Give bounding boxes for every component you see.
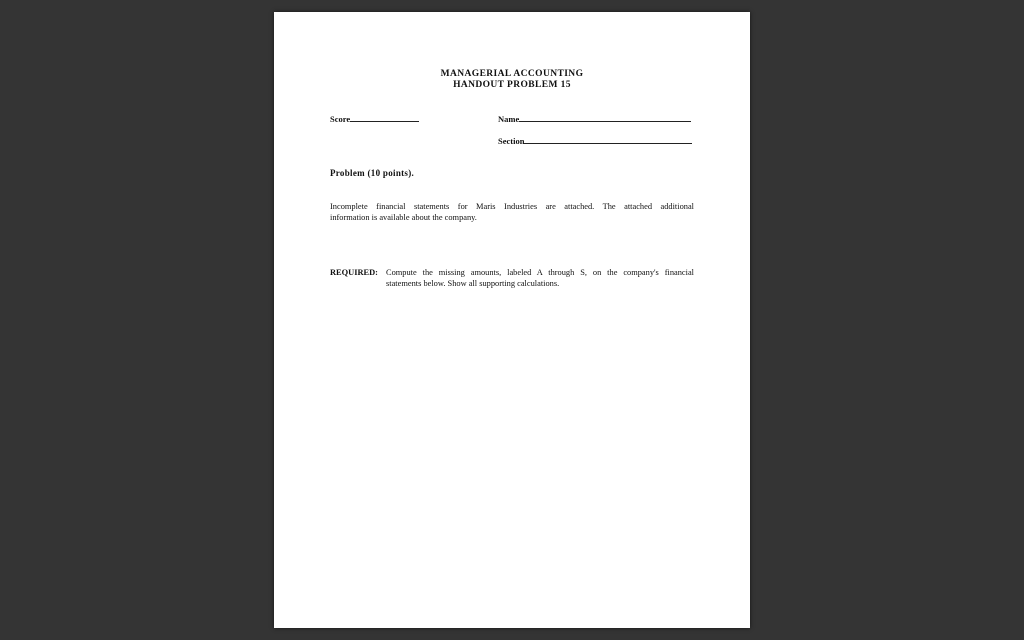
- required-line-1: Compute the missing amounts, labeled A through S, on the company's financial: [386, 268, 694, 277]
- score-blank-line: [350, 113, 419, 122]
- document-page: [274, 12, 750, 628]
- required-block: [330, 267, 694, 289]
- problem-heading: Problem (10 points).: [330, 168, 415, 178]
- required-line-2: statements below. Show all supporting calculations.: [386, 279, 560, 288]
- document-title-line-2: HANDOUT PROBLEM 15: [453, 80, 571, 90]
- section-field: [498, 135, 692, 146]
- section-label: Section: [498, 136, 525, 146]
- score-field: [330, 113, 419, 124]
- intro-line-1: Incomplete financial statements for Maris Industries are attached. The attached additional: [330, 202, 694, 211]
- name-label: Name: [498, 114, 520, 124]
- required-text: [386, 267, 694, 289]
- document-title-line-1: MANAGERIAL ACCOUNTING: [440, 69, 584, 79]
- section-blank-line: [524, 135, 692, 144]
- intro-paragraph: [330, 201, 694, 223]
- score-label: Score: [330, 114, 351, 124]
- intro-line-2: information is available about the company.: [330, 213, 477, 222]
- name-field: [498, 113, 691, 124]
- name-blank-line: [519, 113, 691, 122]
- required-label: REQUIRED:: [330, 268, 378, 277]
